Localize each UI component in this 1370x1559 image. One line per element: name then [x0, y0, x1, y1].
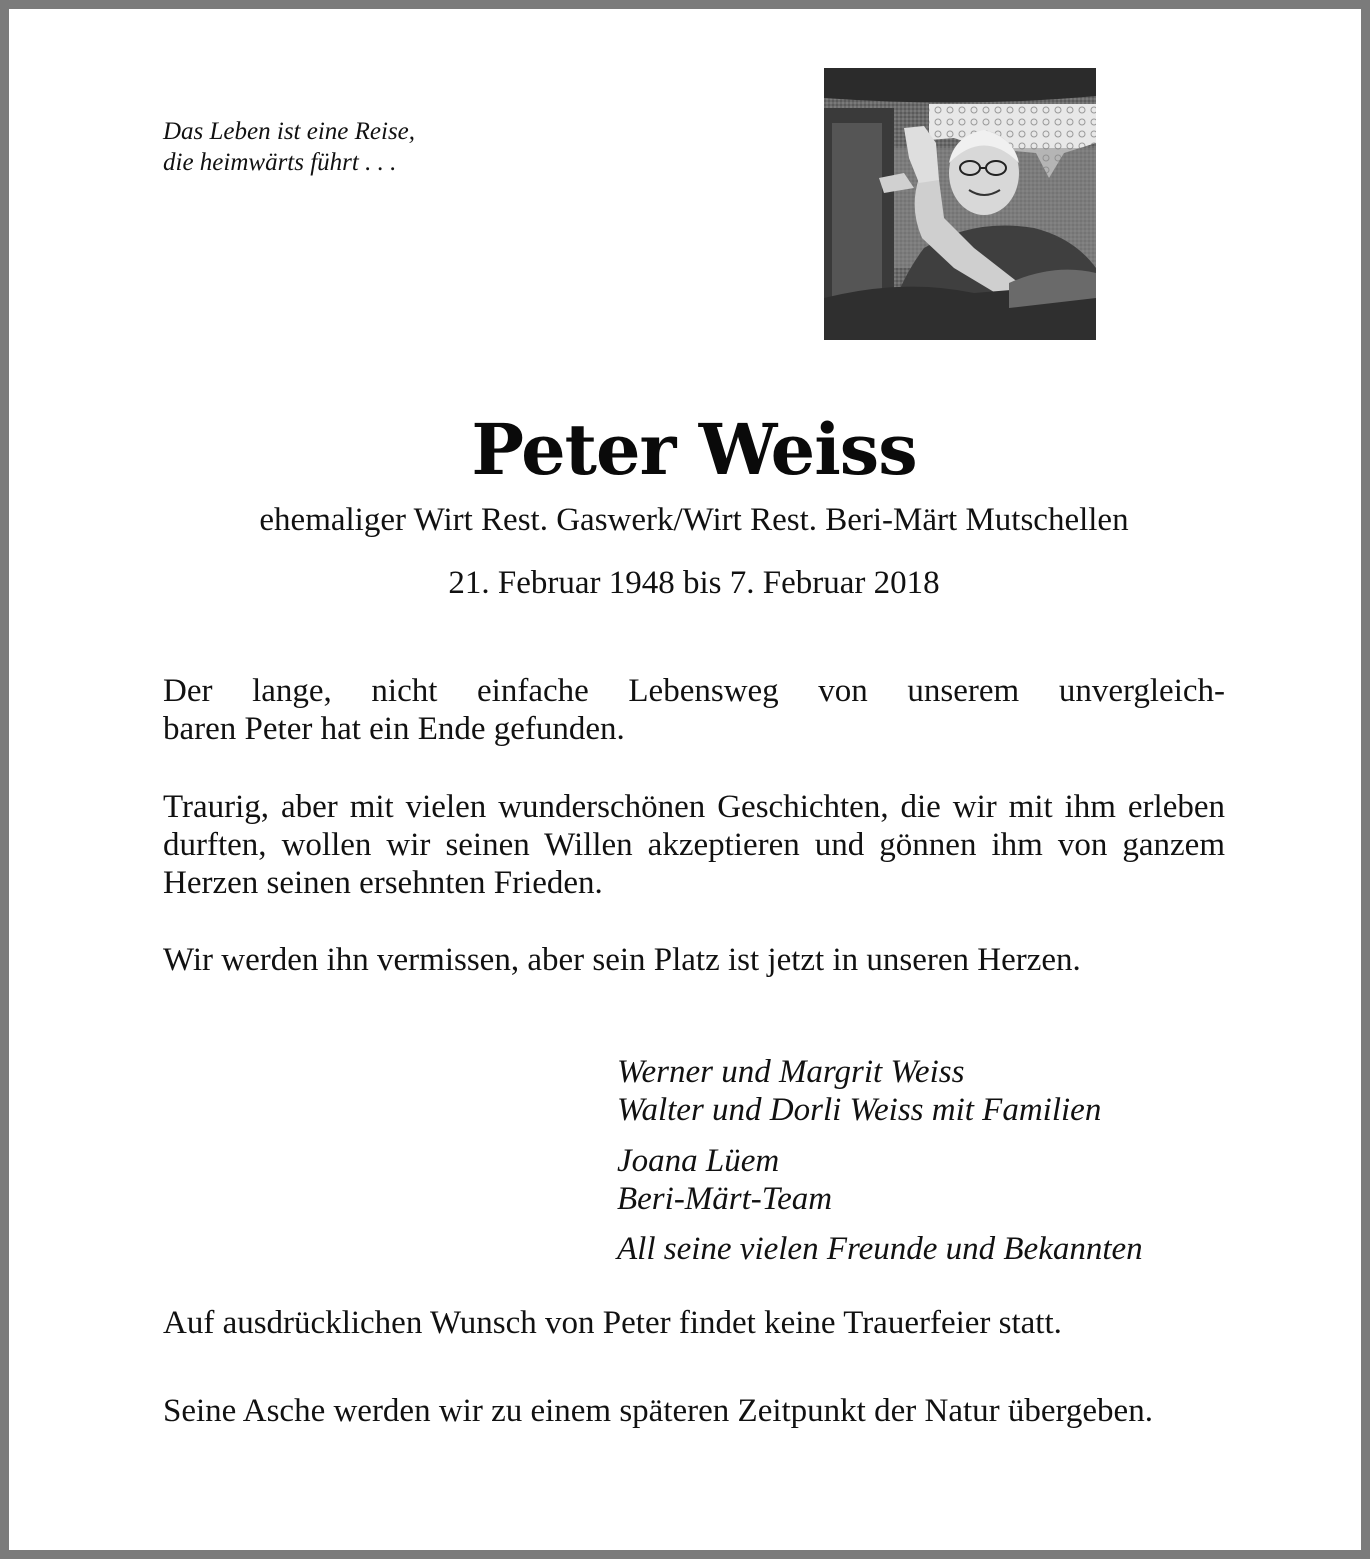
- motto-line-1: Das Leben ist eine Reise,: [163, 118, 416, 145]
- signature-line: Joana Lüem: [617, 1143, 780, 1179]
- signature-line: Werner und Margrit Weiss: [617, 1054, 965, 1090]
- signature-group-team: [617, 1142, 832, 1218]
- signature-line: Beri-Märt-Team: [617, 1181, 833, 1217]
- signature-line: All seine vielen Freunde und Bekannten: [617, 1231, 1143, 1267]
- signature-group-family: [617, 1053, 1101, 1129]
- paragraph-trauerfeier: Auf ausdrücklichen Wunsch von Peter findet keine Trauerfeier statt.: [163, 1305, 1062, 1341]
- portrait-photo-icon: [824, 68, 1096, 340]
- paragraph-lebensweg: [163, 672, 1225, 748]
- paragraph-vermissen: Wir werden ihn vermissen, aber sein Platz ist jetzt in unseren Herzen.: [163, 942, 1081, 978]
- paragraph-lebensweg-line-1: Der lange, nicht einfache Lebensweg von unserem unvergleich-: [163, 673, 1225, 709]
- deceased-name: Peter Weiss: [471, 408, 917, 491]
- signature-group-friends: [617, 1230, 1143, 1268]
- paragraph-lebensweg-line-2: baren Peter hat ein Ende gefunden.: [163, 711, 625, 747]
- deceased-occupation: ehemaliger Wirt Rest. Gaswerk/Wirt Rest. Beri-Märt Mutschellen: [259, 502, 1129, 538]
- portrait-photo: [824, 68, 1096, 340]
- signature-line: Walter und Dorli Weiss mit Familien: [617, 1092, 1102, 1128]
- paragraph-asche: Seine Asche werden wir zu einem späteren Zeitpunkt der Natur übergeben.: [163, 1393, 1153, 1429]
- motto-line-2: die heimwärts führt . . .: [163, 149, 397, 176]
- paragraph-traurig: Traurig, aber mit vielen wunderschönen Geschichten, die wir mit ihm erleben durften, wollen wir seinen Willen akzeptieren und gönnen ihm von ganzem Herzen seinen ersehnten Frieden.: [163, 789, 1225, 901]
- life-dates: 21. Februar 1948 bis 7. Februar 2018: [448, 565, 940, 601]
- motto-quote: [163, 116, 415, 178]
